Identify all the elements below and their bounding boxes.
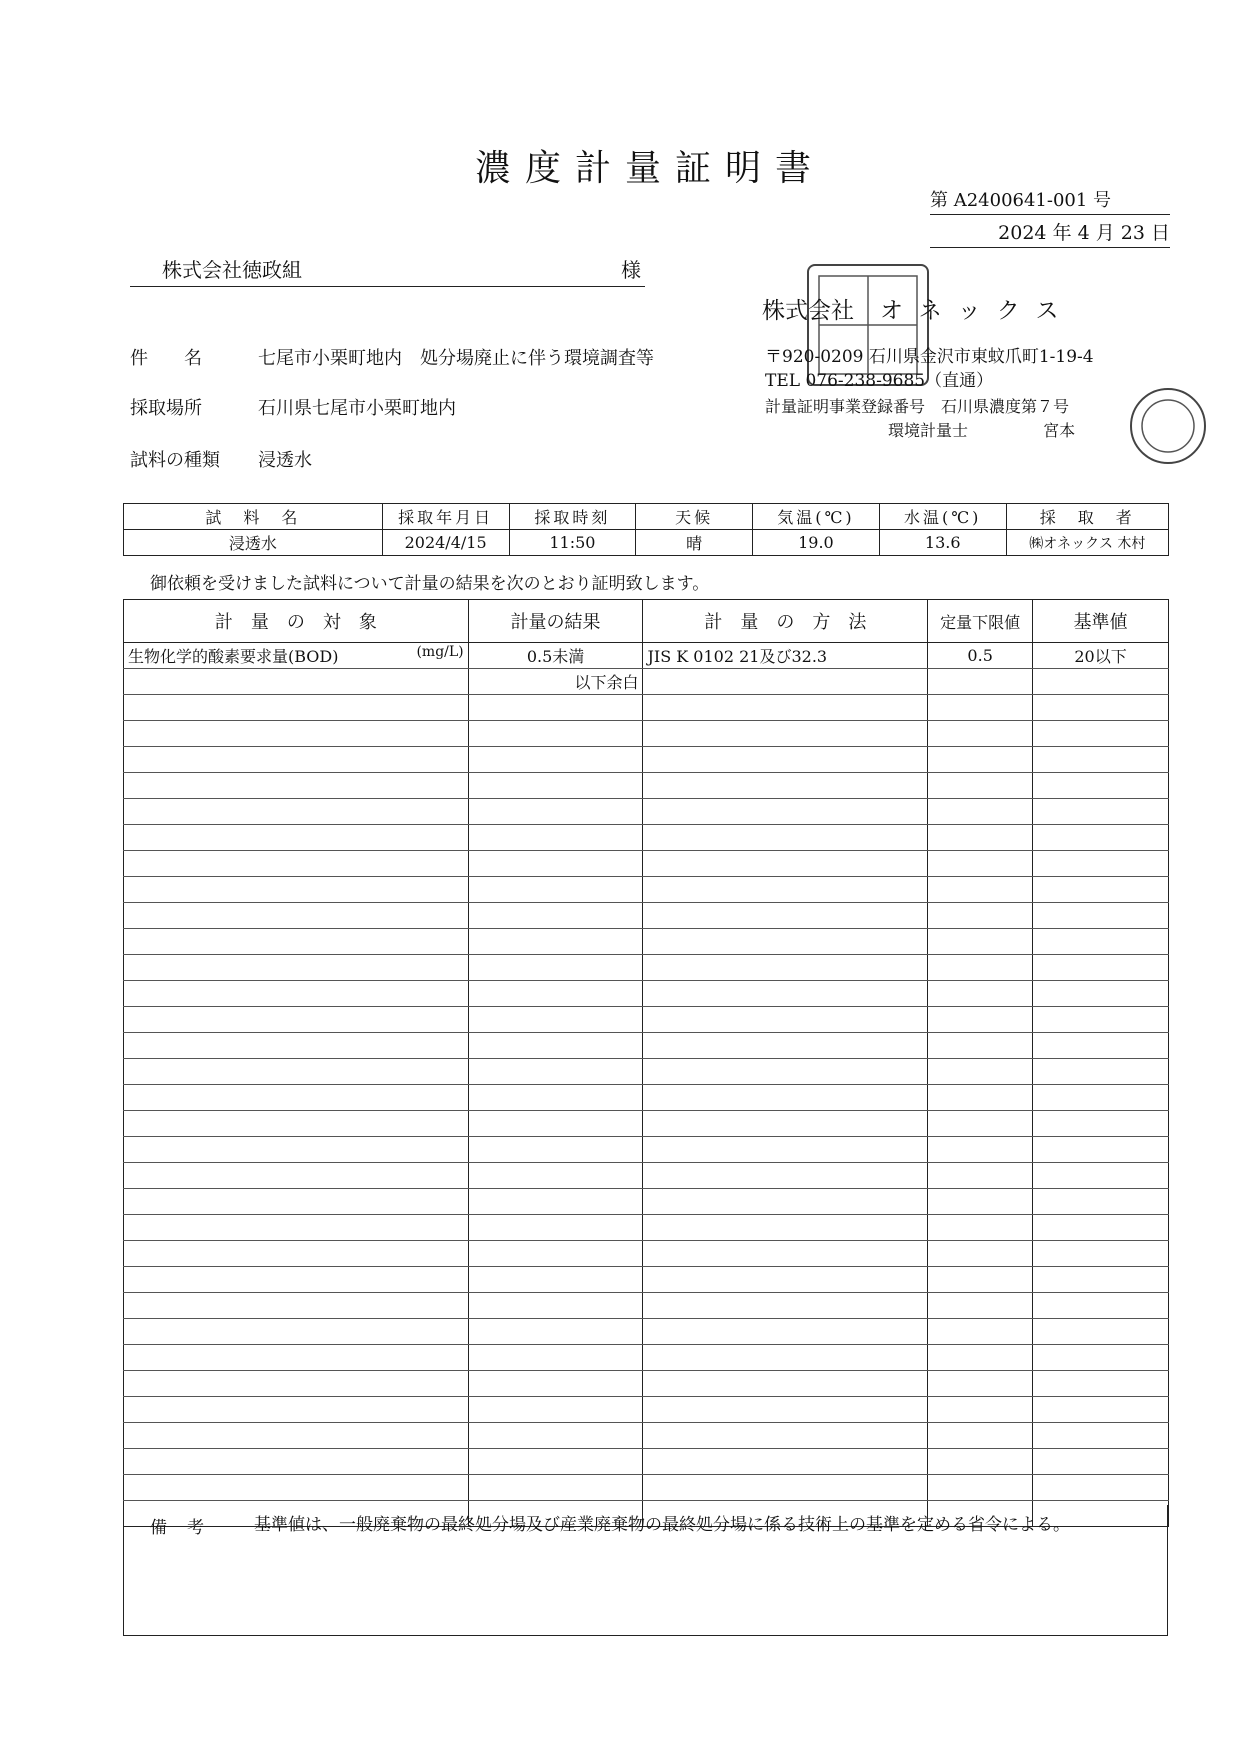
field-location bbox=[130, 394, 456, 420]
header-cell: 試 料 名 bbox=[124, 504, 383, 530]
cell-result: 0.5未満 bbox=[468, 643, 643, 669]
cell-sampler: ㈱オネックス 木村 bbox=[1006, 530, 1168, 556]
blank-row bbox=[124, 747, 1169, 773]
issuer-company-prefix: 株式会社 bbox=[762, 298, 854, 324]
measurer-name: 宮本 bbox=[1043, 421, 1076, 440]
header-cell: 採取年月日 bbox=[382, 504, 509, 530]
header-cell: 定量下限値 bbox=[928, 600, 1033, 643]
client-name: 株式会社徳政組 bbox=[162, 258, 302, 282]
header-cell: 基準値 bbox=[1033, 600, 1169, 643]
blank-row bbox=[124, 1293, 1169, 1319]
header-cell: 気温(℃) bbox=[753, 504, 880, 530]
blank-row bbox=[124, 1475, 1169, 1501]
blank-row bbox=[124, 903, 1169, 929]
cell-weather: 晴 bbox=[636, 530, 753, 556]
blank-row bbox=[124, 695, 1169, 721]
blank-row bbox=[124, 799, 1169, 825]
blank-row bbox=[124, 929, 1169, 955]
blank-row bbox=[124, 1215, 1169, 1241]
sample-table-row bbox=[124, 530, 1169, 556]
blank-row bbox=[124, 825, 1169, 851]
blank-row bbox=[124, 955, 1169, 981]
field-value: 七尾市小栗町地内 処分場廃止に伴う環境調査等 bbox=[258, 348, 654, 369]
measurer-label: 環境計量士 bbox=[888, 421, 969, 440]
blank-row bbox=[124, 1163, 1169, 1189]
cell-standard: 20以下 bbox=[1033, 643, 1169, 669]
field-value: 浸透水 bbox=[258, 450, 312, 471]
blank-row bbox=[124, 1371, 1169, 1397]
issuer-address: 〒920-0209 石川県金沢市東蚊爪町1-19-4 bbox=[765, 347, 1094, 367]
header-cell: 計 量 の 方 法 bbox=[643, 600, 928, 643]
sample-table-header bbox=[124, 504, 1169, 530]
cell-method: JIS K 0102 21及び32.3 bbox=[643, 643, 928, 669]
issuer-company bbox=[762, 292, 1075, 325]
table-row bbox=[124, 643, 1169, 669]
table-row bbox=[124, 669, 1169, 695]
header-cell: 採 取 者 bbox=[1006, 504, 1168, 530]
cell-item bbox=[124, 643, 469, 669]
blank-row bbox=[124, 1345, 1169, 1371]
cell-date: 2024/4/15 bbox=[382, 530, 509, 556]
header-cell: 計量の結果 bbox=[468, 600, 643, 643]
field-subject bbox=[130, 344, 654, 370]
cell-water-temp: 13.6 bbox=[879, 530, 1006, 556]
header-cell: 水温(℃) bbox=[879, 504, 1006, 530]
blank-row bbox=[124, 1111, 1169, 1137]
cell-sample-name: 浸透水 bbox=[124, 530, 383, 556]
blank-row bbox=[124, 1085, 1169, 1111]
issue-date: 2024 年 4 月 23 日 bbox=[930, 218, 1170, 248]
client-line bbox=[130, 254, 645, 287]
blank-row bbox=[124, 1137, 1169, 1163]
blank-row bbox=[124, 1059, 1169, 1085]
blank-row bbox=[124, 1007, 1169, 1033]
issuer-registration: 計量証明事業登録番号 石川県濃度第７号 bbox=[765, 397, 1070, 416]
field-label: 件 名 bbox=[130, 348, 202, 369]
end-note: 以下余白 bbox=[468, 669, 643, 695]
blank-row bbox=[124, 773, 1169, 799]
field-value: 石川県七尾市小栗町地内 bbox=[258, 398, 456, 419]
cell-time: 11:50 bbox=[509, 530, 636, 556]
field-sample-type bbox=[130, 446, 312, 472]
remarks-box bbox=[123, 1505, 1168, 1636]
document-number: 第 A2400641-001 号 bbox=[930, 186, 1170, 215]
blank-row bbox=[124, 1033, 1169, 1059]
measurer-line bbox=[888, 418, 1075, 441]
cell-lower-limit: 0.5 bbox=[928, 643, 1033, 669]
results-table bbox=[123, 599, 1169, 1527]
header-cell: 採取時刻 bbox=[509, 504, 636, 530]
issuer-company-name: オネックス bbox=[880, 298, 1075, 324]
client-honorific: 様 bbox=[621, 258, 641, 282]
blank-row bbox=[124, 1449, 1169, 1475]
cell-air-temp: 19.0 bbox=[753, 530, 880, 556]
header-cell: 天候 bbox=[636, 504, 753, 530]
header-cell: 計 量 の 対 象 bbox=[124, 600, 469, 643]
blank-row bbox=[124, 877, 1169, 903]
results-table-header bbox=[124, 600, 1169, 643]
blank-row bbox=[124, 1241, 1169, 1267]
field-label: 採取場所 bbox=[130, 398, 202, 419]
field-label: 試料の種類 bbox=[130, 450, 220, 471]
intro-text: 御依頼を受けました試料について計量の結果を次のとおり証明致します。 bbox=[150, 574, 710, 594]
remarks-label: 備考 bbox=[150, 1518, 224, 1538]
personal-seal-icon bbox=[1130, 388, 1206, 464]
sample-info-table bbox=[123, 503, 1169, 556]
remarks-text: 基準値は、一般廃棄物の最終処分場及び産業廃棄物の最終処分場に係る技術上の基準を定める省令による。 bbox=[254, 1515, 1070, 1535]
document-title: 濃度計量証明書 bbox=[474, 148, 825, 189]
blank-row bbox=[124, 981, 1169, 1007]
blank-row bbox=[124, 721, 1169, 747]
blank-row bbox=[124, 1397, 1169, 1423]
blank-row bbox=[124, 1319, 1169, 1345]
blank-row bbox=[124, 1423, 1169, 1449]
item-name: 生物化学的酸素要求量(BOD) bbox=[128, 647, 339, 666]
issuer-tel: TEL 076-238-9685（直通） bbox=[765, 371, 994, 391]
blank-row bbox=[124, 1267, 1169, 1293]
item-unit: (mg/L) bbox=[416, 644, 464, 660]
blank-row bbox=[124, 1189, 1169, 1215]
blank-row bbox=[124, 851, 1169, 877]
